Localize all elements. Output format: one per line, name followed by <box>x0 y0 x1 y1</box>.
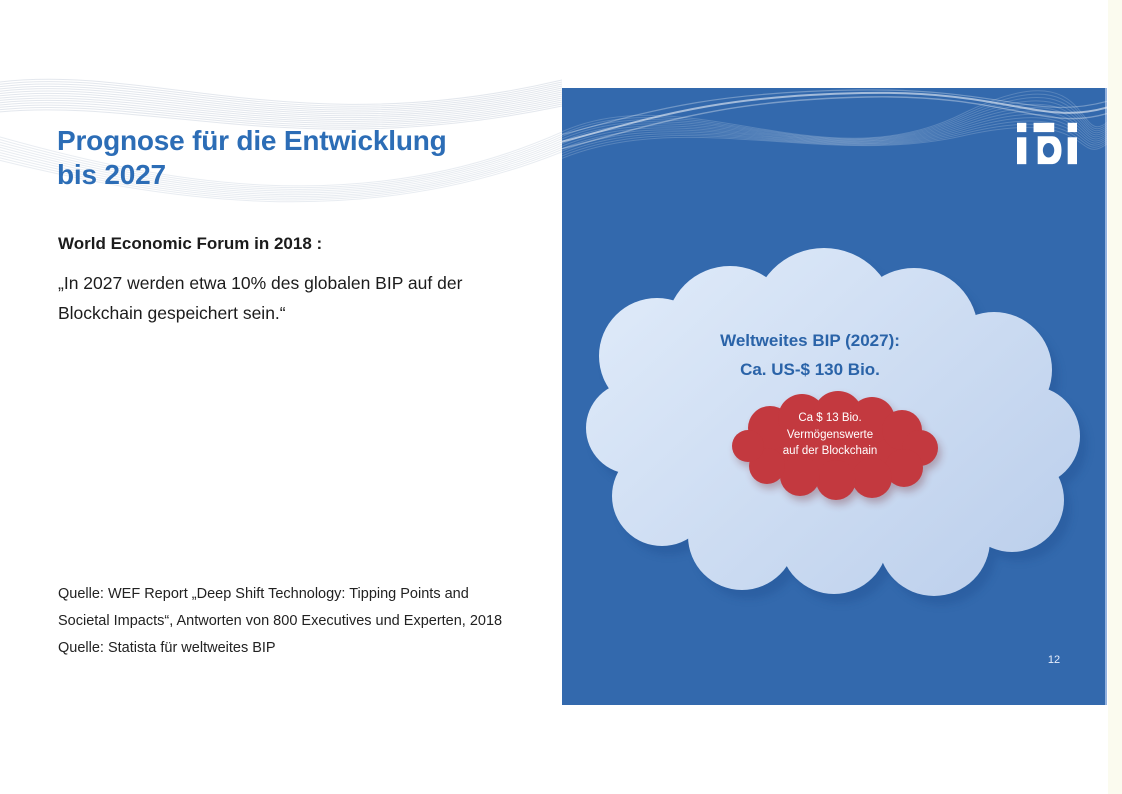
wef-quote <box>58 268 462 328</box>
slide-title <box>57 124 447 192</box>
quote-line-1: „In 2027 werden etwa 10% des globalen BIP auf der <box>58 273 463 293</box>
quote-line-2: Blockchain gespeichert sein.“ <box>58 303 286 323</box>
blue-panel <box>562 88 1107 705</box>
world-gdp-label-line-1: Weltweites BIP (2027): <box>720 331 900 350</box>
source-statista: Quelle: Statista für weltweites BIP <box>58 640 276 656</box>
wef-heading: World Economic Forum in 2018 : <box>58 234 323 253</box>
source-notes <box>58 581 502 662</box>
source-wef-line-1: Quelle: WEF Report „Deep Shift Technology: Tipping Points and <box>58 586 469 602</box>
world-gdp-label <box>650 326 970 384</box>
source-wef-line-2: Societal Impacts“, Antworten von 800 Executives und Experten, 2018 <box>58 613 503 629</box>
page-number: 12 <box>1047 654 1061 666</box>
gdp-cloud-graphic <box>562 88 1107 705</box>
blockchain-assets-label <box>730 410 930 460</box>
blockchain-assets-line-2: Vermögenswerte <box>786 428 874 441</box>
blockchain-assets-line-1: Ca $ 13 Bio. <box>798 412 862 424</box>
world-gdp-label-line-2: Ca. US-$ 130 Bio. <box>740 360 880 379</box>
ibi-logo <box>1017 121 1077 167</box>
title-line-1: Prognose für die Entwicklung <box>57 125 447 156</box>
page-edge-strip <box>1108 0 1122 794</box>
title-line-2: bis 2027 <box>57 159 166 190</box>
ibi-logo-icon <box>1017 121 1077 167</box>
blockchain-assets-line-3: auf der Blockchain <box>782 445 878 457</box>
